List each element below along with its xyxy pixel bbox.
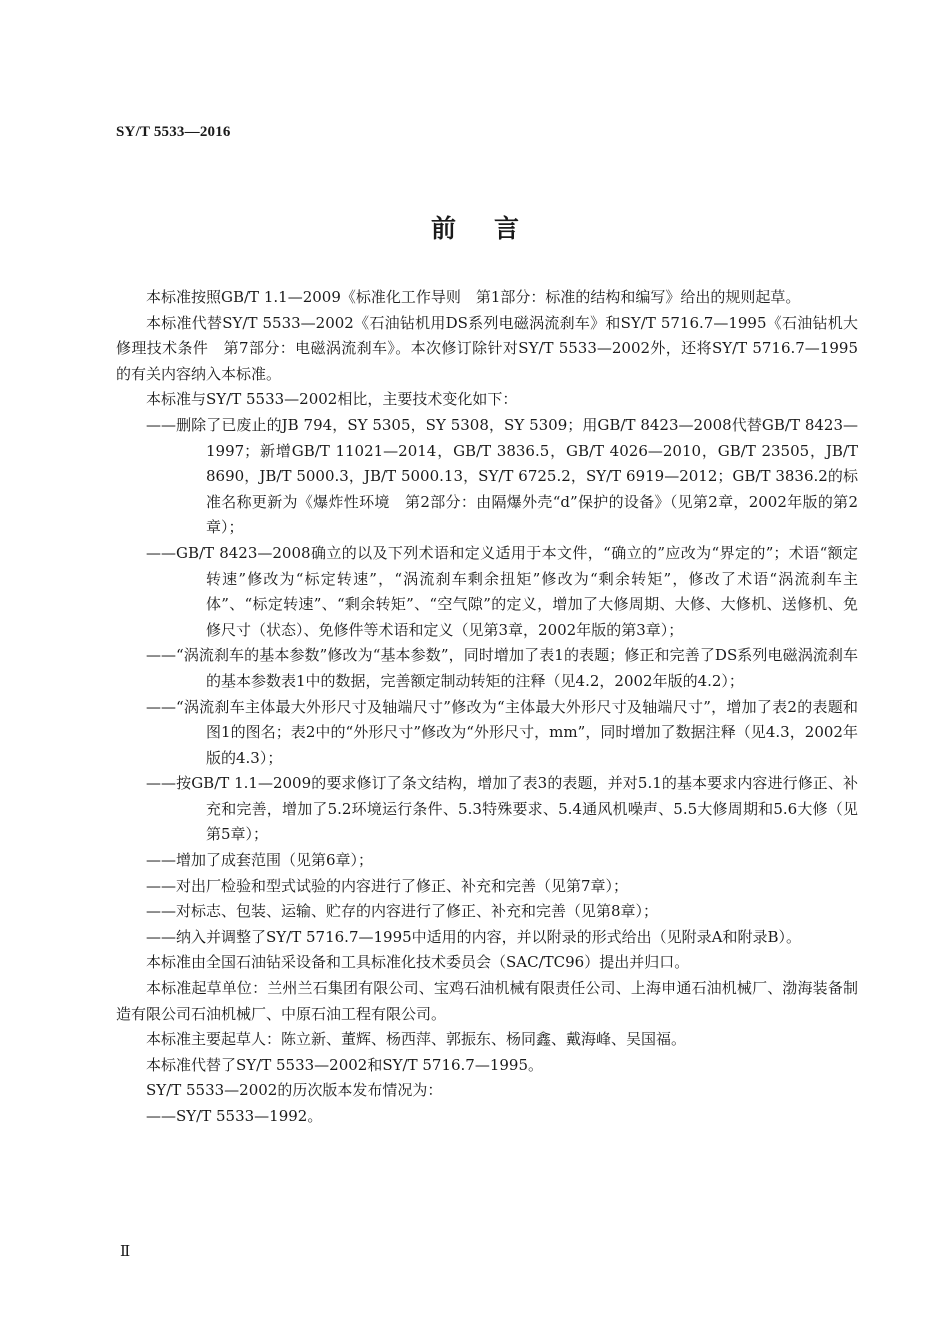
change-item: ——对出厂检验和型式试验的内容进行了修正、补充和完善（见第7章）； bbox=[146, 876, 629, 895]
change-item: ——对标志、包装、运输、贮存的内容进行了修正、补充和完善（见第8章）； bbox=[146, 902, 659, 921]
paragraph-replacement: 本标准代替SY/T 5533—2002《石油钻机用DS系列电磁涡流刹车》和SY/T 5716.7—1995《石油钻机大修理技术条件 第7部分：电磁涡流刹车》。本次修订除针对SY/T 5533—2002外，还将SY/T 5716.7—1995的有关内容纳入本标准。 bbox=[116, 313, 858, 383]
page-number: Ⅱ bbox=[120, 1244, 131, 1260]
paragraph-proposer: 本标准由全国石油钻采设备和工具标准化技术委员会（SAC/TC96）提出并归口。 bbox=[146, 953, 690, 972]
change-item: ——纳入并调整了SY/T 5716.7—1995中适用的内容，并以附录的形式给出（见附录A和附录B）。 bbox=[146, 927, 802, 946]
change-item: ——删除了已废止的JB 794，SY 5305，SY 5308，SY 5309；用GB/T 8423—2008代替GB/T 8423—1997；新增GB/T 11021—2014，GB/T 3836.5，GB/T 4026—2010，GB/T 23505，JB/T 8690，JB/T 5000.3，JB/T 5000.13，SY/T 6725.2，SY/T 6919—2012；GB/T 3836.2的标准名称更新为《爆炸性环境 第2部分：由隔爆外壳“d”保护的设备》（见第2章，2002年版的第2章）； bbox=[146, 415, 858, 537]
paragraph-drafting-units: 本标准起草单位：兰州兰石集团有限公司、宝鸡石油机械有限责任公司、上海申通石油机械厂、渤海装备制造有限公司石油机械厂、中原石油工程有限公司。 bbox=[116, 979, 858, 1023]
change-item: ——“涡流刹车的基本参数”修改为“基本参数”，同时增加了表1的表题；修正和完善了DS系列电磁涡流刹车的基本参数表1中的数据，完善额定制动转矩的注释（见4.2，2002年版的4.2）； bbox=[146, 646, 858, 690]
standard-code-header: SY/T 5533—2016 bbox=[116, 124, 231, 140]
paragraph-changes-intro: 本标准与SY/T 5533—2002相比，主要技术变化如下： bbox=[146, 390, 518, 409]
paragraph-supersedes: 本标准代替了SY/T 5533—2002和SY/T 5716.7—1995。 bbox=[146, 1055, 544, 1074]
document-body bbox=[116, 285, 858, 1130]
change-item: ——GB/T 8423—2008确立的以及下列术语和定义适用于本文件，“确立的”应改为“界定的”；术语“额定转速”修改为“标定转速”，“涡流刹车剩余扭矩”修改为“剩余转矩”，修改了术语“涡流刹车主体”、“标定转速”、“剩余转矩”、“空气隙”的定义，增加了大修周期、大修、大修机、送修机、免修尺寸（状态）、免修件等术语和定义（见第3章，2002年版的第3章）； bbox=[146, 543, 858, 639]
page-title: 前言 bbox=[430, 214, 557, 243]
change-item: ——增加了成套范围（见第6章）； bbox=[146, 851, 374, 870]
history-item: ——SY/T 5533—1992。 bbox=[146, 1107, 323, 1125]
paragraph-drafters: 本标准主要起草人：陈立新、董辉、杨西萍、郭振东、杨同鑫、戴海峰、吴国福。 bbox=[146, 1030, 687, 1049]
change-item: ——按GB/T 1.1—2009的要求修订了条文结构，增加了表3的表题，并对5.1的基本要求内容进行修正、补充和完善，增加了5.2环境运行条件、5.3特殊要求、5.4通风机噪声、5.5大修周期和5.6大修（见第5章）； bbox=[146, 774, 858, 844]
paragraph-drafting-rules: 本标准按照GB/T 1.1—2009《标准化工作导则 第1部分：标准的结构和编写》给出的规则起草。 bbox=[146, 288, 801, 306]
change-item: ——“涡流刹车主体最大外形尺寸及轴端尺寸”修改为“主体最大外形尺寸及轴端尺寸”，增加了表2的表题和图1的图名；表2中的“外形尺寸”修改为“外形尺寸，mm”，同时增加了数据注释（见4.3，2002年版的4.3）； bbox=[146, 697, 858, 767]
paragraph-history-intro: SY/T 5533—2002的历次版本发布情况为： bbox=[146, 1081, 443, 1100]
